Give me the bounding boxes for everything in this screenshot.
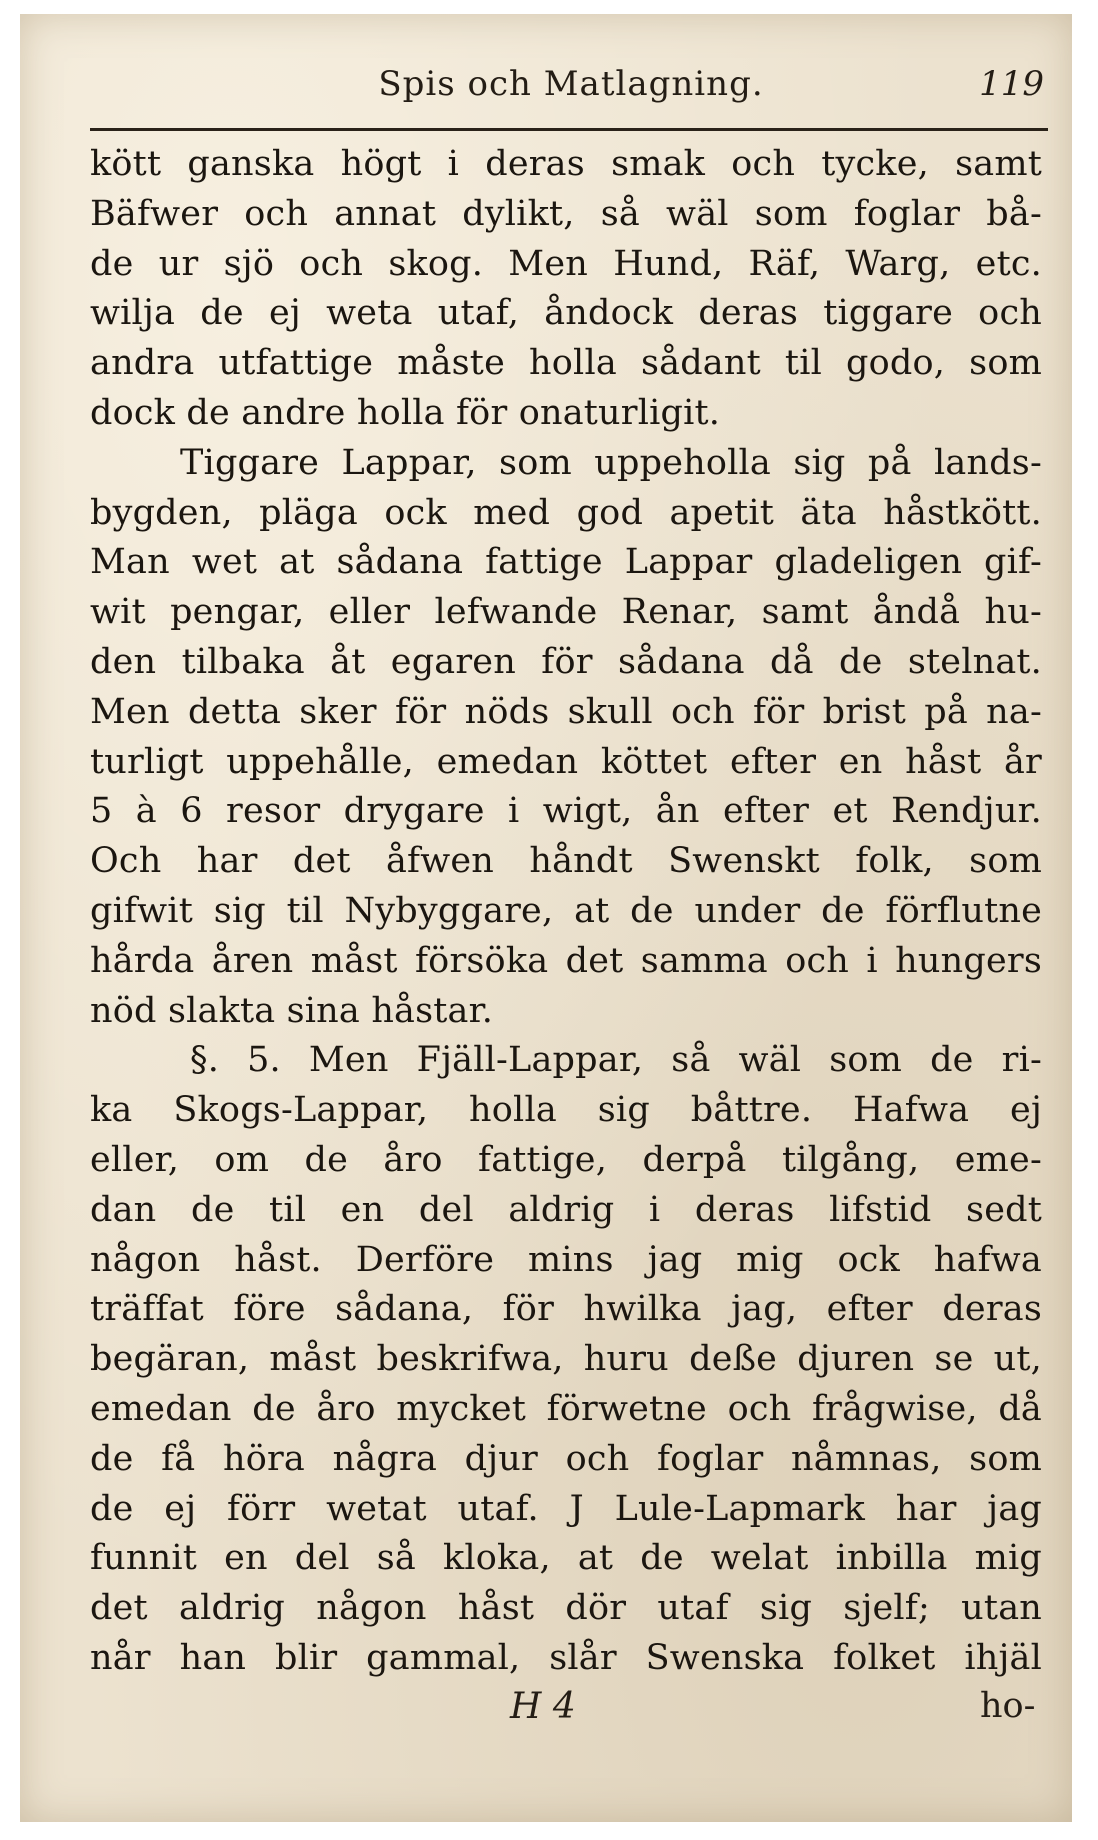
body-text	[90, 140, 1042, 1684]
page-number: 119	[979, 64, 1044, 104]
text-line: kött ganska högt i deras smak och tycke, samt	[90, 144, 1042, 184]
text-line: 5 à 6 resor drygare i wigt, ån efter et Rendjur.	[90, 791, 1042, 832]
text-line: hårda åren måst försöka det samma och i hungers	[90, 940, 1042, 981]
text-line: turligt uppehålle, emedan köttet efter en håst år	[90, 741, 1042, 782]
text-line: emedan de åro mycket förwetne och frågwise, då	[90, 1388, 1042, 1429]
section-start-line: §. 5. Men Fjäll-Lappar, så wäl som de ri-	[190, 1040, 1042, 1081]
text-line: Man wet at sådana fattige Lappar gladeligen gif-	[90, 542, 1042, 583]
text-line: Men detta sker för nöds skull och för brist på na-	[90, 691, 1042, 732]
text-line: de ur sjö och skog. Men Hund, Räf, Warg, etc.	[90, 243, 1042, 284]
text-line: dock de andre holla för onaturligit.	[90, 392, 721, 433]
text-line: andra utfattige måste holla sådant til godo, som	[90, 343, 1042, 384]
text-line: wilja de ej weta utaf, åndock deras tiggare och	[90, 293, 1042, 334]
header-rule	[90, 128, 1048, 131]
book-page	[20, 14, 1072, 1822]
text-line: Bäfwer och annat dylikt, så wäl som foglar bå-	[90, 193, 1042, 234]
text-line: gifwit sig til Nybyggare, at de under de förflutne	[90, 890, 1042, 931]
text-line: de ej förr wetat utaf. J Lule-Lapmark har jag	[90, 1488, 1042, 1529]
catchword: ho-	[980, 1686, 1036, 1726]
text-line: når han blir gammal, slår Swenska folket ihjäl	[90, 1637, 1042, 1678]
text-line: begäran, måst beskrifwa, huru deße djuren se ut,	[90, 1339, 1042, 1380]
text-line: bygden, pläga ock med god apetit äta håstkött.	[90, 492, 1042, 533]
text-line: dan de til en del aldrig i deras lifstid sedt	[90, 1189, 1042, 1230]
text-line: wit pengar, eller lefwande Renar, samt åndå hu-	[90, 592, 1042, 633]
paragraph-start-line: Tiggare Lappar, som uppeholla sig på lands-	[180, 442, 1042, 483]
text-line: den tilbaka åt egaren för sådana då de stelnat.	[90, 641, 1042, 682]
page-header	[98, 58, 1044, 118]
signature-mark: H 4	[510, 1686, 576, 1727]
text-line: funnit en del så kloka, at de welat inbilla mig	[90, 1538, 1042, 1579]
running-head: Spis och Matlagning.	[378, 64, 764, 104]
text-line: de få höra några djur och foglar nåmnas, som	[90, 1438, 1042, 1479]
text-line: någon håst. Derföre mins jag mig ock hafwa	[90, 1239, 1042, 1280]
text-line: nöd slakta sina håstar.	[90, 990, 494, 1031]
text-line: Och har det åfwen håndt Swenskt folk, som	[90, 841, 1042, 882]
text-line: det aldrig någon håst dör utaf sig sjelf; utan	[90, 1588, 1042, 1629]
text-line: träffat före sådana, för hwilka jag, efter deras	[90, 1289, 1042, 1330]
text-line: ka Skogs-Lappar, holla sig båttre. Hafwa ej	[90, 1090, 1042, 1131]
text-line: eller, om de åro fattige, derpå tilgång, eme-	[90, 1139, 1042, 1180]
